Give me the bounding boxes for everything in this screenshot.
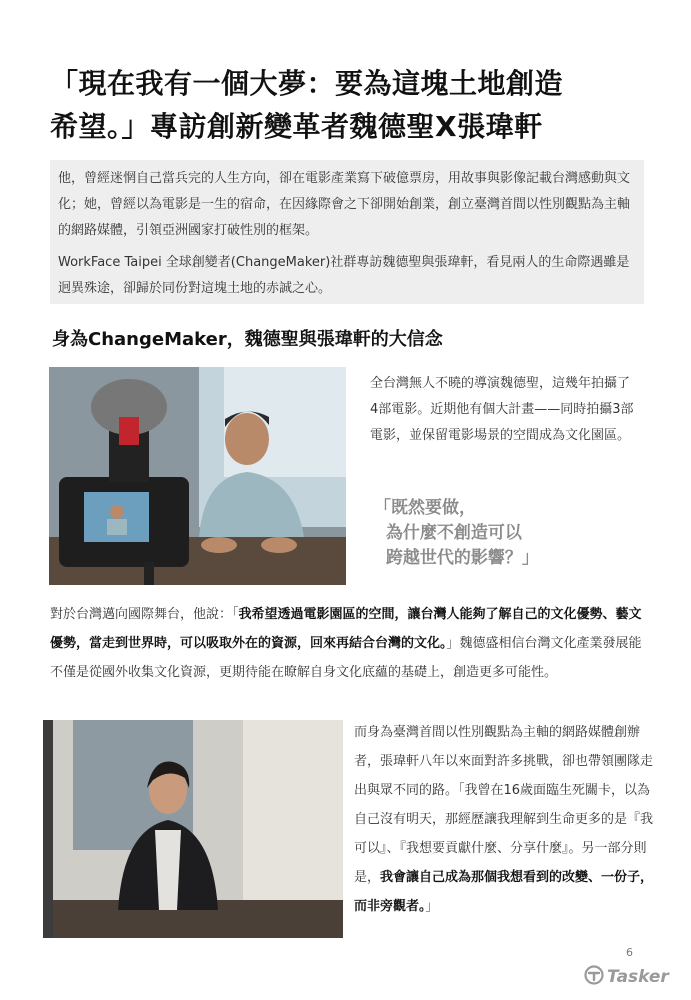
pull-quote [374, 496, 634, 571]
article-title [50, 62, 650, 148]
photo-wei-interview [49, 367, 346, 585]
title-line-2: 希望。」專訪創新變革者魏德聖X張瑋軒 [50, 110, 543, 143]
pull-quote-line-1: 「既然要做， [374, 498, 476, 518]
wei-quote-paragraph [50, 600, 646, 687]
chang-text: 而身為臺灣首間以性別觀點為主軸的網路媒體創辦者，張瑋軒八年以來面對許多挑戰，卻也帶領團隊走出與眾不同的路。「我曾在16歲面臨生死關卡，以為自己沒有明天，那經歷讓我理解到生命更多的是『我可以』、『我想要貢獻什麼、分享什麼』。另一部分則是， [354, 725, 654, 885]
page-number: 6 [626, 946, 633, 959]
wei-intro-text: 全台灣無人不曉的導演魏德聖，這幾年拍攝了4部電影。近期他有個大計畫——同時拍攝3部電影，並保留電影場景的空間成為文化園區。 [370, 376, 634, 443]
tasker-logo-icon [584, 965, 604, 990]
wei-paragraph-lead: 對於台灣邁向國際舞台，他說：「 [50, 607, 239, 622]
intro-paragraph-2: WorkFace Taipei 全球創變者(ChangeMaker)社群專訪魏德聖與張瑋軒，看見兩人的生命際遇雖是迥異殊途，卻歸於同份對這塊土地的赤誠之心。 [58, 255, 630, 296]
wei-paragraph-tail: 」魏德盛相信台灣文化產業發展能不僅是從國外收集文化資源，更期待能在瞭解自身文化底蘊的基礎上，創造更多可能性。 [50, 636, 642, 680]
intro-box [50, 160, 644, 304]
tasker-logo [584, 966, 669, 988]
wei-paragraph-bold: 我希望透過電影園區的空間，讓台灣人能夠了解自己的文化優勢、藝文優勢，當走到世界時，可以吸取外在的資源，回來再結合台灣的文化。 [50, 607, 642, 651]
chang-text-bold: 我會讓自己成為那個我想看到的改變、一份子，而非旁觀者。 [354, 870, 654, 914]
title-line-1: 「現在我有一個大夢：要為這塊土地創造 [50, 67, 564, 100]
intro-paragraph-1: 他，曾經迷惘自己當兵完的人生方向，卻在電影產業寫下破億票房，用故事與影像記載台灣感動與文化；她，曾經以為電影是一生的宿命，在因緣際會之下卻開始創業，創立臺灣首間以性別觀點為主軸的網路媒體，引領亞洲國家打破性別的框架。 [58, 171, 631, 238]
section-heading: 身為ChangeMaker，魏德聖與張瑋軒的大信念 [52, 329, 443, 350]
pull-quote-line-2: 為什麼不創造可以 [374, 523, 522, 543]
chang-intro-text [354, 718, 654, 921]
tasker-logo-text: Tasker [607, 967, 669, 987]
chang-text-tail: 」 [425, 899, 439, 914]
photo-chang-interview [43, 720, 343, 938]
pull-quote-line-3: 跨越世代的影響？」 [374, 548, 539, 568]
